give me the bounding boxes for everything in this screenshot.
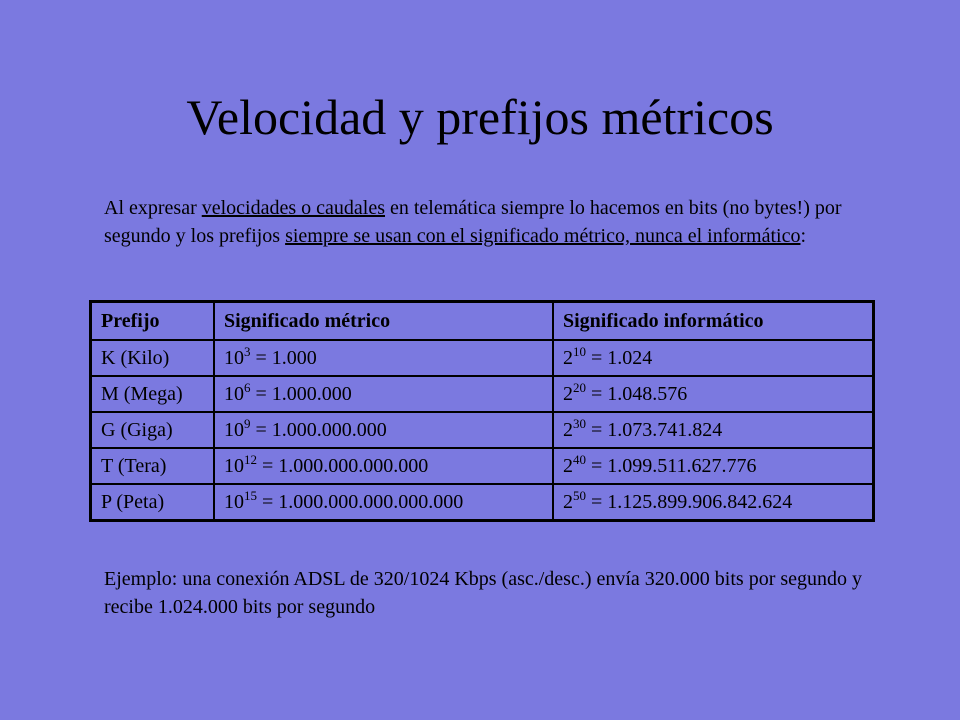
intro-paragraph bbox=[104, 194, 864, 250]
table-row bbox=[91, 484, 874, 521]
metric-exponent: 15 bbox=[244, 487, 257, 503]
intro-underline-1: velocidades o caudales bbox=[201, 197, 385, 219]
metric-base: 10 bbox=[224, 346, 244, 369]
table-row bbox=[91, 376, 874, 412]
cell-prefix: P (Peta) bbox=[91, 484, 215, 521]
cell-metric bbox=[214, 376, 553, 412]
informatic-value: = 1.125.899.906.842.624 bbox=[586, 490, 793, 513]
metric-exponent: 3 bbox=[244, 343, 251, 359]
metric-value: = 1.000.000.000.000 bbox=[257, 454, 429, 477]
informatic-value: = 1.073.741.824 bbox=[586, 418, 723, 441]
informatic-base: 2 bbox=[563, 418, 573, 441]
informatic-base: 2 bbox=[563, 346, 573, 369]
metric-base: 10 bbox=[224, 454, 244, 477]
metric-value: = 1.000 bbox=[250, 346, 317, 369]
header-metric: Significado métrico bbox=[214, 302, 553, 341]
intro-text-2: en telemática siempre lo hacemos en bits (no bytes!) por segundo y los prefijos bbox=[104, 197, 842, 247]
cell-metric bbox=[214, 340, 553, 376]
header-informatic: Significado informático bbox=[553, 302, 874, 341]
metric-value: = 1.000.000.000.000.000 bbox=[257, 490, 464, 513]
cell-prefix: T (Tera) bbox=[91, 448, 215, 484]
cell-informatic bbox=[553, 448, 874, 484]
informatic-exponent: 20 bbox=[573, 379, 586, 395]
metric-base: 10 bbox=[224, 418, 244, 441]
informatic-exponent: 40 bbox=[573, 451, 586, 467]
metric-base: 10 bbox=[224, 490, 244, 513]
informatic-value: = 1.024 bbox=[586, 346, 653, 369]
prefix-table bbox=[89, 300, 875, 522]
informatic-exponent: 10 bbox=[573, 343, 586, 359]
intro-text-1: Al expresar bbox=[104, 197, 202, 219]
cell-informatic bbox=[553, 340, 874, 376]
table-row bbox=[91, 412, 874, 448]
metric-exponent: 12 bbox=[244, 451, 257, 467]
table-row bbox=[91, 340, 874, 376]
cell-metric bbox=[214, 484, 553, 521]
cell-prefix: K (Kilo) bbox=[91, 340, 215, 376]
informatic-exponent: 30 bbox=[573, 415, 586, 431]
metric-value: = 1.000.000 bbox=[250, 382, 352, 405]
informatic-value: = 1.048.576 bbox=[586, 382, 688, 405]
cell-metric bbox=[214, 448, 553, 484]
example-paragraph: Ejemplo: una conexión ADSL de 320/1024 Kbps (asc./desc.) envía 320.000 bits por segundo y recibe 1.024.000 bits por segundo bbox=[104, 568, 863, 618]
intro-underline-2: siempre se usan con el significado métrico, nunca el informático bbox=[285, 225, 801, 247]
informatic-exponent: 50 bbox=[573, 487, 586, 503]
slide-title: Velocidad y prefijos métricos bbox=[186, 89, 774, 145]
informatic-value: = 1.099.511.627.776 bbox=[586, 454, 757, 477]
intro-text-3: : bbox=[800, 225, 807, 247]
cell-prefix: G (Giga) bbox=[91, 412, 215, 448]
metric-exponent: 6 bbox=[244, 379, 251, 395]
table-header-row bbox=[91, 302, 874, 341]
cell-informatic bbox=[553, 484, 874, 521]
metric-exponent: 9 bbox=[244, 415, 251, 431]
informatic-base: 2 bbox=[563, 454, 573, 477]
informatic-base: 2 bbox=[563, 490, 573, 513]
cell-informatic bbox=[553, 376, 874, 412]
table-row bbox=[91, 448, 874, 484]
cell-prefix: M (Mega) bbox=[91, 376, 215, 412]
informatic-base: 2 bbox=[563, 382, 573, 405]
cell-informatic bbox=[553, 412, 874, 448]
header-prefix: Prefijo bbox=[91, 302, 215, 341]
cell-metric bbox=[214, 412, 553, 448]
metric-value: = 1.000.000.000 bbox=[250, 418, 387, 441]
metric-base: 10 bbox=[224, 382, 244, 405]
